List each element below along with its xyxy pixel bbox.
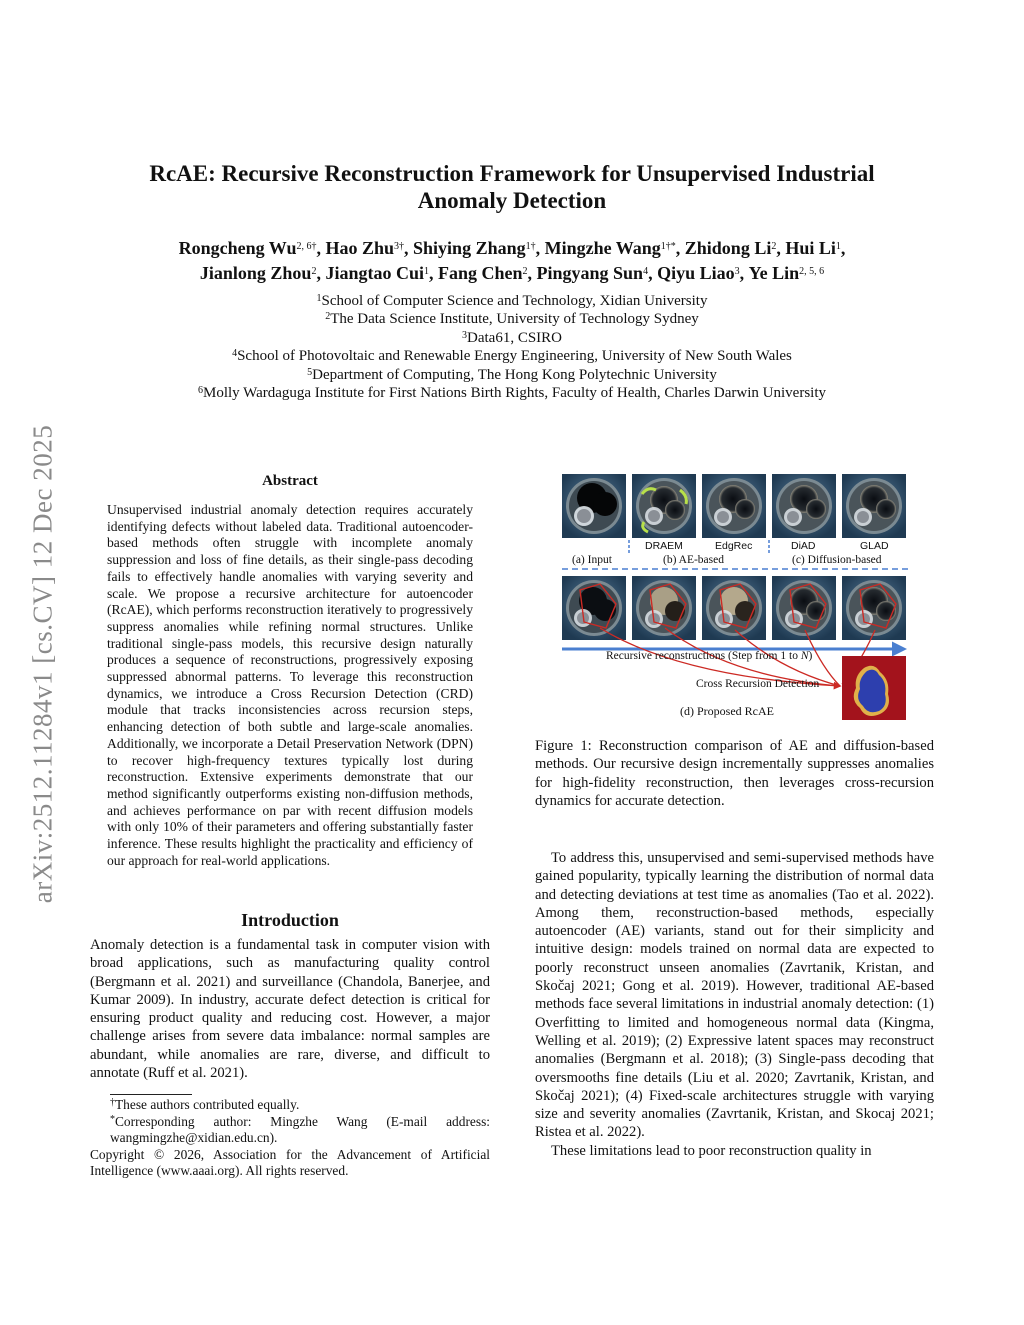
abstract-body [107,502,473,869]
introduction-text: Anomaly detection is a fundamental task in computer vision with broad applications, such as manufacturing quality control (Bergmann et al. 2021) and surveillance (Chandola, Banerjee, and Kumar 2009). In industry, accurate defect detection is critical for ensuring product quality and reducing cost. However, a major challenge arises from severe data imbalance: normal samples are abundant, while anomalies are rare, diverse, and difficult to annotate (Ruff et al. 2021). [90,937,490,1082]
paper-title [92,160,932,214]
label-edgrec: EdgRec [715,540,753,552]
affiliation: $^2$The Data Science Institute, University of Technology Sydney [325,311,699,328]
author: Rongcheng $Wu^{2, 6\dagger}$, [178,238,326,258]
author-list [92,236,932,286]
label-recursive-reconstructions: Recursive reconstructions (Step from 1 to N) [606,650,813,662]
label-proposed-rcae: (d) Proposed RcAE [680,704,774,718]
paper-title-line-2: Anomaly Detection [417,188,607,213]
input-image-tile [562,474,626,538]
label-group-diffusion: (c) Diffusion-based [792,554,882,566]
footnote-equal-contribution: †These authors contributed equally. [110,1097,300,1112]
author: Hao Zhu$^{3\dagger}$, [325,238,414,258]
label-group-input: (a) Input [572,554,612,566]
diad-output-tile [772,474,836,538]
body-paragraph: These limitations lead to poor reconstruction quality in [551,1142,872,1159]
affiliation: $^6$Molly Wardaguga Institute for First Nations Birth Rights, Faculty of Health, Charles Darwin University [197,385,826,402]
label-cross-recursion-detection: Cross Recursion Detection [696,678,820,690]
affiliation: $^4$School of Photovoltaic and Renewable Energy Engineering, University of New South Wales [232,348,792,365]
glad-output-tile [842,474,906,538]
draem-output-tile [632,474,696,538]
author: Jianlong Zhou$^2$, [199,263,326,283]
introduction-body [90,936,490,1082]
recursion-step-tile [562,576,626,640]
label-glad: GLAD [860,540,889,552]
footnote-rule [110,1094,192,1095]
anomaly-heatmap [842,656,906,720]
recursion-step-tile [702,576,766,640]
footnote-corresponding-author: *Corresponding author: Mingzhe Wang (E-mail address: wangmingzhe@xidian.edu.cn). [110,1113,490,1146]
label-group-ae: (b) AE-based [663,554,724,566]
author: Qiyu Liao$^3$, [657,263,749,283]
affiliation: $^1$School of Computer Science and Technology, Xidian University [316,293,708,309]
label-diad: DiAD [791,540,816,552]
edgrec-output-tile [702,474,766,538]
right-column-body [535,849,934,1160]
affiliation-list [92,292,932,402]
affiliation: $^3$Data61, CSIRO [462,329,562,346]
author: Ye Lin$^{2, 5, 6}$ [748,263,825,283]
author: Fang Chen$^2$, [437,263,537,283]
figure-1-caption [535,737,934,811]
recursion-step-tile [632,576,696,640]
author: Zhidong Li$^2$, [684,238,786,258]
arxiv-identifier-text: arXiv:2512.11284v1 [cs.CV] 12 Dec 2025 [27,424,58,904]
introduction-heading: Introduction [241,910,339,930]
arxiv-identifier [26,372,60,956]
body-paragraph: To address this, unsupervised and semi-supervised methods have gained popularity, typically learning the distribution of normal data and detecting deviations at test time as anomalies (Tao et al. 2022). Among them, reconstruction-based methods, especially autoencoder (AE) variants, stand out for their simplicity and intuitive design: models trained on normal data are expected to poorly reconstruct unseen anomalies (Zavrtanik, Kristan, and Skočaj 2021; Gong et al. 2019). However, traditional AE-based methods face several limitations in industrial anomaly detection: (1) Overfitting to limited and homogeneous normal data (Kingma, Welling et al. 2019); (2) Expressive latent spaces may reconstruct anomalies (Bergmann et al. 2018); (3) Single-pass decoding that oversmooths fine details (Liu et al. 2020; Zavrtanik, Kristan, and Skočaj 2021); (4) Fixed-scale architectures struggle with varying size and severity anomalies (Zavrtanik, Kristan, and Skocaj 2021; Ristea et al. 2022). [535,850,934,1141]
recursion-step-tile [772,576,836,640]
affiliation: $^5$Department of Computing, The Hong Kong Polytechnic University [307,366,717,383]
figure-1 [560,472,910,726]
paper-title-line-1: RcAE: Recursive Reconstruction Framework for Unsupervised Industrial [149,161,875,186]
abstract-heading: Abstract [262,473,318,489]
author: Hui Li$^1$, [785,238,846,258]
abstract-text: Unsupervised industrial anomaly detection requires accurately identifying defects without labeled data. Traditional autoencoder-based methods often struggle with incomplete anomaly suppression and loss of fine details, as their single-pass decoding fails to effectively handle anomalies with varying severity and scale. We propose a recursive architecture for autoencoder (RcAE), which performs reconstruction iteratively to progressively suppress anomalies while refining normal structures. Unlike traditional single-pass models, this recursive design naturally produces a sequence of reconstructions, progressively exposing suppressed abnormal patterns. To leverage this reconstruction dynamics, we introduce a Cross Recursion Detection (CRD) module that tracks inconsistencies across recursion steps, enhancing detection of both subtle and large-scale anomalies. Additionally, we incorporate a Detail Preservation Network (DPN) to recover high-frequency textures typically lost during reconstruction. Extensive experiments demonstrate that our method significantly outperforms existing non-diffusion methods, and achieves performance on par with recent diffusion models with only 10% of their parameters and offering substantially faster inference. These results highlight the practicality and efficiency of our approach for real-world applications. [107,502,473,868]
figure-1-caption-text: Figure 1: Reconstruction comparison of AE and diffusion-based methods. Our recursive design incrementally suppresses anomalies for high-fidelity reconstruction, then leverages cross-recursion dynamics for accurate detection. [535,738,934,810]
author: Mingzhe Wang$^{1\dagger*}$, [544,238,685,258]
author: Shiying Zhang$^{1\dagger}$, [413,238,545,258]
label-draem: DRAEM [645,540,683,552]
author: Pingyang Sun$^4$, [536,263,658,283]
recursion-step-tile [842,576,906,640]
author: Jiangtao Cui$^1$, [325,263,438,283]
copyright-notice: Copyright © 2026, Association for the Advancement of Artificial Intelligence (www.aaai.org). All rights reserved. [90,1146,490,1179]
footnotes [90,1097,490,1180]
